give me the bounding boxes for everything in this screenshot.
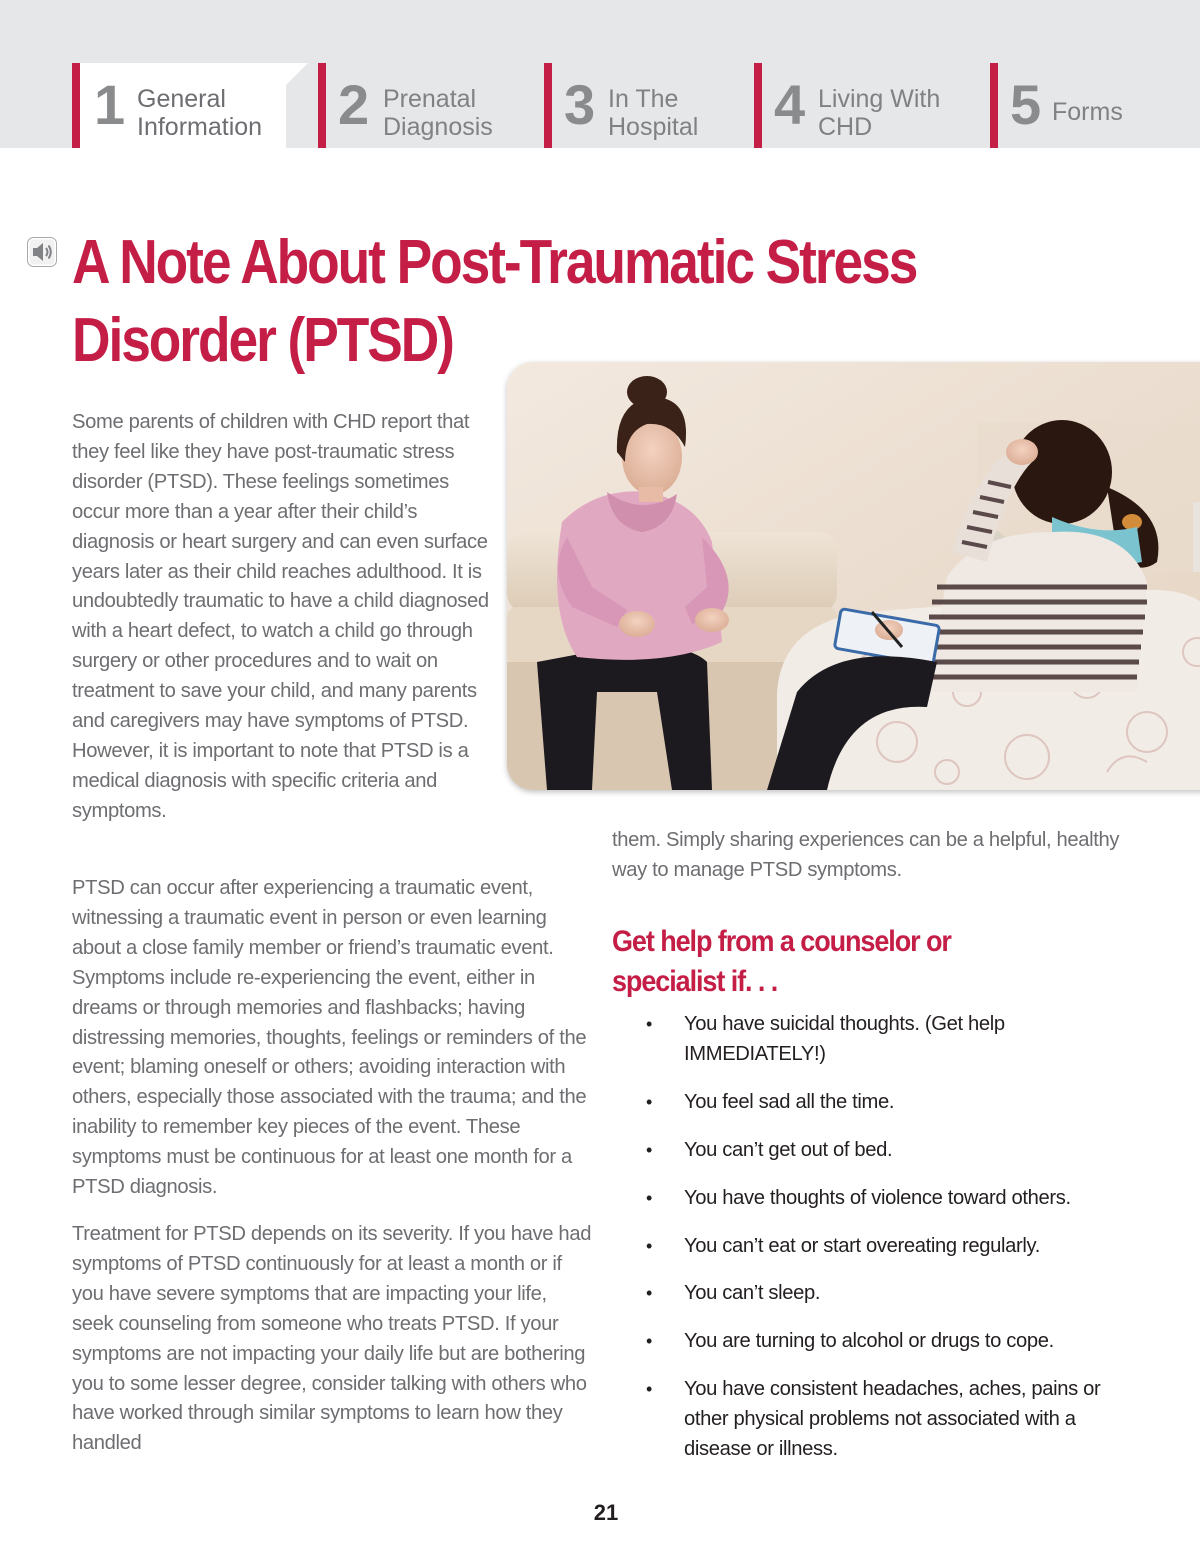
page-title-line-2: Disorder (PTSD) <box>72 306 453 375</box>
tab-number: 4 <box>774 73 804 136</box>
list-item: • You can’t get out of bed. <box>646 1136 1146 1166</box>
page-title-line-1: A Note About Post-Traumatic Stress <box>72 228 917 297</box>
list-item: • You feel sad all the time. <box>646 1088 1146 1118</box>
tab-living-with-chd[interactable] <box>754 63 979 148</box>
tab-prenatal-diagnosis[interactable] <box>318 63 528 148</box>
tab-forms[interactable] <box>990 63 1170 148</box>
section-tab-bar <box>0 0 1200 148</box>
counseling-session-photo <box>507 362 1200 790</box>
speaker-icon[interactable] <box>27 237 57 267</box>
intro-paragraph: Some parents of children with CHD report that they feel like they have post-traumatic stress disorder (PTSD). These feelings sometimes occur more than a year after their child’s diagnosis or heart surgery and can even surface years later as their child reaches adulthood. It is undoubtedly traumatic to have a child diagnosed with a heart defect, to watch a child go through surgery or other procedures and to wait on treatment to save your child, and many parents and caregivers may have symptoms of PTSD. However, it is important to note that PTSD is a medical diagnosis with specific criteria and symptoms. <box>72 411 489 822</box>
list-item: • You can’t sleep. <box>646 1279 1146 1309</box>
tab-label: General Information <box>137 85 263 141</box>
list-item: • You are turning to alcohol or drugs to cope. <box>646 1327 1146 1357</box>
treatment-paragraph-continued: them. Simply sharing experiences can be a helpful, healthy way to manage PTSD symptoms. <box>612 829 1120 881</box>
list-item: • You have thoughts of violence toward others. <box>646 1184 1146 1214</box>
tab-label: Forms <box>1052 98 1123 126</box>
tab-number: 2 <box>338 73 368 136</box>
tab-marker <box>754 63 762 148</box>
tab-general-information[interactable] <box>72 63 286 148</box>
tab-marker <box>990 63 998 148</box>
tab-number: 1 <box>94 73 124 136</box>
page-title <box>72 224 917 380</box>
help-list <box>646 1010 1146 1483</box>
tab-in-the-hospital[interactable] <box>544 63 744 148</box>
help-heading: Get help from a counselor or specialist if. . . <box>612 925 951 998</box>
tab-marker <box>544 63 552 148</box>
list-item: • You can’t eat or start overeating regularly. <box>646 1232 1146 1262</box>
tab-label: Prenatal Diagnosis <box>383 85 493 141</box>
tab-number: 5 <box>1010 73 1040 136</box>
treatment-paragraph: Treatment for PTSD depends on its severity. If you have had symptoms of PTSD continuously for at least a month or if you have severe symptoms that are impacting your life, seek counseling from someone who treats PTSD. If your symptoms are not impacting your daily life but are bothering you to some lesser degree, consider talking with others who have worked through similar symptoms to learn how they handled <box>72 1223 592 1455</box>
list-item: • You have consistent headaches, aches, pains or other physical problems not associated with a disease or illness. <box>646 1375 1146 1465</box>
symptoms-paragraph: PTSD can occur after experiencing a traumatic event, witnessing a traumatic event in person or even learning about a close family member or friend’s traumatic event. Symptoms include re-experiencing the event, either in dreams or through memories and flashbacks; having distressing memories, thoughts, feelings or reminders of the event; blaming oneself or others; avoiding interaction with others, especially those associated with the trauma; and the inability to remember key pieces of the event. These symptoms must be continuous for at least one month for a PTSD diagnosis. <box>72 877 587 1199</box>
tab-label: Living With CHD <box>818 85 941 141</box>
tab-label: In The Hospital <box>608 85 699 141</box>
tab-number: 3 <box>564 73 594 136</box>
tab-marker <box>318 63 326 148</box>
list-item: • You have suicidal thoughts. (Get help IMMEDIATELY!) <box>646 1010 1146 1070</box>
tab-marker <box>72 63 80 148</box>
page-number: 21 <box>593 1500 619 1525</box>
